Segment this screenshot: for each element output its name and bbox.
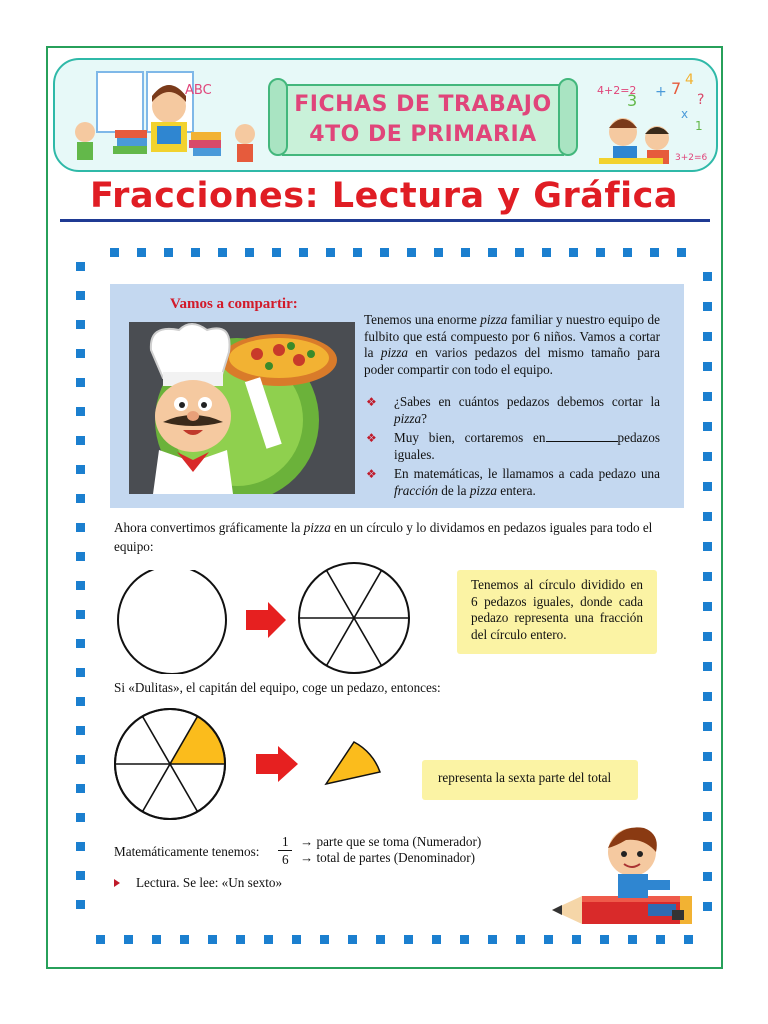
- frame-dot: [76, 407, 85, 416]
- diamond-bullet-icon: ❖: [366, 395, 377, 409]
- frame-dot: [76, 262, 85, 271]
- frame-dot: [703, 902, 712, 911]
- frame-dot: [596, 248, 605, 257]
- frame-dot: [650, 248, 659, 257]
- frame-dot: [76, 436, 85, 445]
- whole-circle: [118, 570, 226, 674]
- frame-dot: [703, 812, 712, 821]
- fraction-numerator: 1: [282, 834, 289, 849]
- frame-dot: [703, 872, 712, 881]
- pizza-word: pizza: [480, 312, 508, 327]
- frame-dot: [76, 552, 85, 561]
- kids-reading-illustration: [65, 68, 275, 168]
- frame-dot: [76, 784, 85, 793]
- frame-dot: [703, 392, 712, 401]
- banner-line-1: FICHAS DE TRABAJO: [294, 92, 552, 117]
- abc-text: ABC: [185, 83, 212, 98]
- boy-on-pencil-illustration: [548, 824, 698, 932]
- title-scroll: [268, 70, 578, 162]
- frame-dot: [264, 935, 273, 944]
- info-paragraph: [364, 312, 660, 378]
- arrow-right-icon: [254, 744, 302, 784]
- diamond-bullet-icon: ❖: [366, 431, 377, 445]
- info-text-part: familiar y nuestro equipo de fulbito que está compuesto por 6 niños. Vamos a cortar la: [364, 312, 660, 361]
- frame-dot: [191, 248, 200, 257]
- frame-dot: [515, 248, 524, 257]
- bullet-item: ❖ Muy bien, cortaremos en pedazos iguales.: [366, 430, 660, 462]
- frame-dot: [516, 935, 525, 944]
- frame-dot: [137, 248, 146, 257]
- info-heading: Vamos a compartir:: [170, 296, 298, 312]
- frame-dot: [703, 362, 712, 371]
- frame-dot: [320, 935, 329, 944]
- title-underline: [60, 219, 710, 222]
- header-banner: [53, 58, 718, 172]
- frame-dot: [569, 248, 578, 257]
- math-symbol: 1: [695, 119, 703, 133]
- frame-dot: [180, 935, 189, 944]
- captain-paragraph: Si «Dulitas», el capitán del equipo, coge un pedazo, entonces:: [114, 680, 441, 695]
- frame-dot: [703, 422, 712, 431]
- frame-dot: [76, 842, 85, 851]
- frame-dot: [703, 452, 712, 461]
- frame-dot: [110, 248, 119, 257]
- note-box-1: Tenemos al círculo dividido en 6 pedazos iguales, donde cada pedazo representa una fracción del círculo entero.: [457, 570, 657, 654]
- math-symbol: +: [655, 84, 667, 100]
- math-label: Matemáticamente tenemos:: [114, 844, 260, 859]
- frame-dot: [218, 248, 227, 257]
- frame-dot: [208, 935, 217, 944]
- frame-dot: [623, 248, 632, 257]
- math-symbol: 4+2=2: [597, 84, 637, 97]
- frame-dot: [76, 900, 85, 909]
- frame-dot: [152, 935, 161, 944]
- frame-dot: [703, 332, 712, 341]
- frame-dot: [76, 697, 85, 706]
- frame-dot: [677, 248, 686, 257]
- frame-dot: [703, 752, 712, 761]
- frame-dot: [703, 782, 712, 791]
- frame-dot: [703, 842, 712, 851]
- frame-dot: [404, 935, 413, 944]
- frame-dot: [292, 935, 301, 944]
- convert-paragraph: Ahora convertimos gráficamente la pizza en un círculo y lo dividamos en pedazos iguales para todo el equipo:: [114, 520, 653, 554]
- info-text-part: en varios pedazos del mismo tamaño para poder compartir con todo el equipo.: [364, 345, 660, 377]
- kids-math-illustration: [585, 66, 713, 170]
- frame-dot: [76, 465, 85, 474]
- frame-dot: [432, 935, 441, 944]
- frame-dot: [76, 291, 85, 300]
- frame-dot: [703, 542, 712, 551]
- frame-dot: [124, 935, 133, 944]
- circle-with-slice: [110, 708, 230, 820]
- triangle-bullet-icon: [113, 878, 121, 888]
- math-symbol: 7: [671, 79, 682, 98]
- frame-dot: [488, 248, 497, 257]
- math-symbol: 3: [627, 91, 638, 110]
- frame-dot: [348, 935, 357, 944]
- pizza-word: pizza: [380, 345, 408, 361]
- frame-dot: [656, 935, 665, 944]
- math-symbol: x: [681, 107, 689, 121]
- banner-line-2: 4TO DE PRIMARIA: [309, 122, 537, 147]
- frame-dot: [488, 935, 497, 944]
- frame-dot: [76, 610, 85, 619]
- frame-dot: [703, 602, 712, 611]
- frame-dot: [703, 512, 712, 521]
- fill-blank[interactable]: [546, 441, 618, 442]
- frame-dot: [299, 248, 308, 257]
- frame-dot: [76, 581, 85, 590]
- frame-dot: [272, 248, 281, 257]
- frame-dot: [600, 935, 609, 944]
- frame-dot: [326, 248, 335, 257]
- frame-dot: [76, 813, 85, 822]
- frame-dot: [461, 248, 470, 257]
- denominator-description: → total de partes (Denominador): [300, 850, 476, 865]
- frame-dot: [542, 248, 551, 257]
- frame-dot: [76, 639, 85, 648]
- fraction-bar: [278, 850, 292, 851]
- chef-pizza-image: [129, 322, 355, 494]
- frame-dot: [703, 722, 712, 731]
- frame-dot: [703, 632, 712, 641]
- frame-dot: [76, 726, 85, 735]
- frame-dot: [572, 935, 581, 944]
- frame-dot: [76, 755, 85, 764]
- frame-dot: [703, 572, 712, 581]
- frame-dot: [434, 248, 443, 257]
- frame-dot: [353, 248, 362, 257]
- page-title: Fracciones: Lectura y Gráfica: [90, 176, 678, 216]
- frame-dot: [245, 248, 254, 257]
- frame-dot: [164, 248, 173, 257]
- math-symbol: ?: [697, 92, 705, 108]
- frame-dot: [96, 935, 105, 944]
- reading-line: Lectura. Se lee: «Un sexto»: [136, 875, 283, 890]
- frame-dot: [684, 935, 693, 944]
- frame-dot: [460, 935, 469, 944]
- frame-dot: [76, 494, 85, 503]
- frame-dot: [76, 523, 85, 532]
- frame-dot: [236, 935, 245, 944]
- diamond-bullet-icon: ❖: [366, 467, 377, 481]
- math-symbol: 4: [685, 72, 694, 88]
- frame-dot: [703, 272, 712, 281]
- info-box: [110, 284, 684, 508]
- bullet-item: ❖ ¿Sabes en cuántos pedazos debemos cortar la pizza?: [366, 394, 660, 426]
- info-text-part: Tenemos una enorme: [364, 312, 481, 327]
- frame-dot: [380, 248, 389, 257]
- frame-dot: [76, 378, 85, 387]
- numerator-description: → parte que se toma (Numerador): [300, 834, 482, 849]
- frame-dot: [407, 248, 416, 257]
- frame-dot: [76, 349, 85, 358]
- frame-dot: [703, 482, 712, 491]
- fraction-denominator: 6: [282, 852, 289, 867]
- frame-dot: [703, 692, 712, 701]
- note-box-2: representa la sexta parte del total: [422, 760, 638, 800]
- bullet-item: ❖ En matemáticas, le llamamos a cada pedazo una fracción de la pizza entera.: [366, 466, 660, 498]
- frame-dot: [628, 935, 637, 944]
- math-symbol: 3+2=6: [675, 153, 708, 163]
- divided-circle: [296, 562, 412, 674]
- frame-dot: [544, 935, 553, 944]
- pizza-slice-icon: [322, 738, 388, 788]
- frame-dot: [703, 662, 712, 671]
- frame-dot: [76, 871, 85, 880]
- frame-dot: [76, 668, 85, 677]
- arrow-right-icon: [246, 602, 286, 638]
- frame-dot: [376, 935, 385, 944]
- frame-dot: [703, 302, 712, 311]
- info-bullet-list: [364, 394, 660, 499]
- frame-dot: [76, 320, 85, 329]
